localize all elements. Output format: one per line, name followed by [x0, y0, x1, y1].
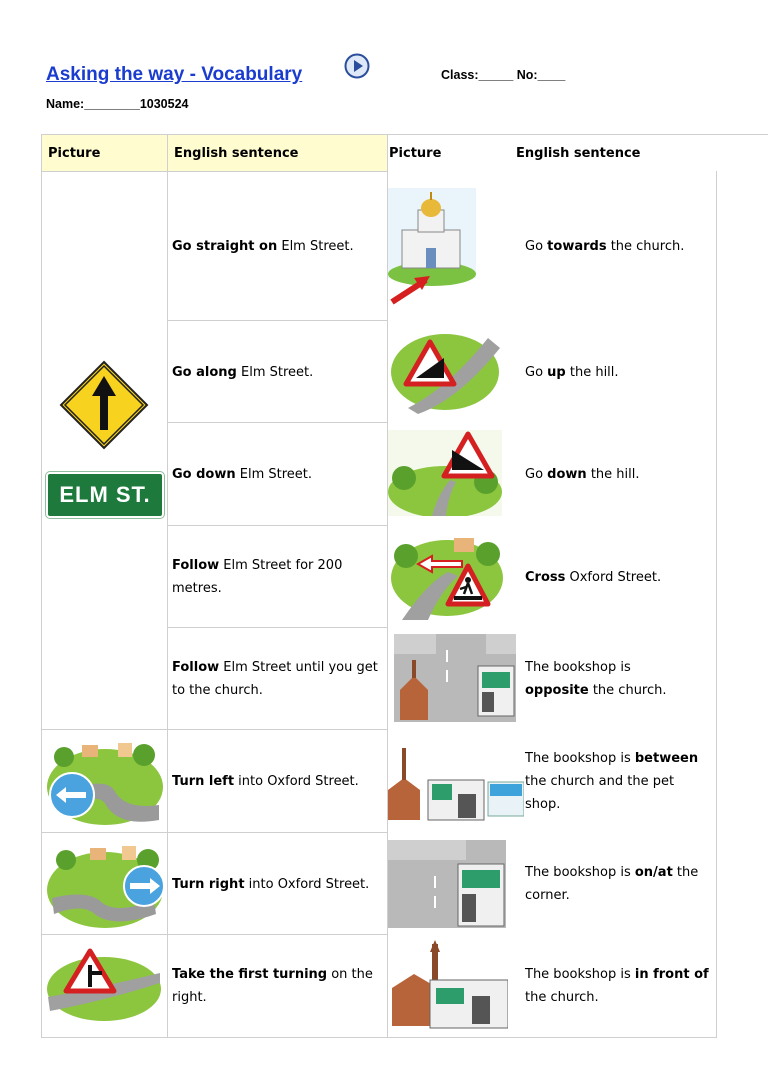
right-sentence-header: English sentence: [516, 146, 641, 161]
church-arrow-icon: [388, 188, 476, 306]
left-sentence-2: Go along Elm Street.: [172, 365, 314, 380]
left-sentence-3: Go down Elm Street.: [172, 467, 313, 482]
left-sentence-7: Turn right into Oxford Street.: [172, 877, 370, 892]
turn-right-road-icon: [44, 838, 166, 930]
right-sentence-8: The bookshop is in front of the church.: [525, 967, 709, 1005]
opposite-street-icon: [394, 634, 516, 722]
left-sentence-8: Take the first turning on the right.: [172, 967, 373, 1005]
right-sentence-6: The bookshop is between the church and the pet shop.: [525, 751, 699, 812]
right-sentence-7: The bookshop is on/at the corner.: [525, 865, 699, 903]
in-front-shop-icon: [388, 940, 508, 1030]
class-number-field: Class:_____ No:____: [441, 68, 566, 82]
right-sentence-1: Go towards the church.: [525, 239, 685, 254]
name-field: Name:________1030524: [46, 97, 189, 111]
right-sentence-5: The bookshop is opposite the church.: [525, 660, 667, 698]
turn-left-road-icon: [44, 735, 166, 827]
left-picture-header: Picture: [48, 146, 101, 161]
right-picture-header: Picture: [389, 146, 442, 161]
page-title[interactable]: Asking the way - Vocabulary: [46, 64, 303, 85]
right-sentence-3: Go down the hill.: [525, 467, 640, 482]
right-sentence-4: Cross Oxford Street.: [525, 570, 662, 585]
left-sentence-header: English sentence: [174, 146, 299, 161]
between-shops-icon: [388, 744, 524, 822]
corner-street-icon: [388, 840, 506, 928]
uphill-sign-icon: [388, 328, 502, 414]
left-sentence-6: Turn left into Oxford Street.: [172, 774, 359, 789]
first-turning-right-road-icon: [44, 945, 164, 1023]
right-sentence-2: Go up the hill.: [525, 365, 619, 380]
play-icon[interactable]: [344, 53, 370, 79]
downhill-sign-icon: [388, 430, 502, 516]
straight-ahead-sign-icon: [59, 360, 149, 450]
crossing-sign-icon: [388, 532, 506, 620]
left-sentence-5: Follow Elm Street until you get to the church.: [172, 660, 378, 698]
left-sentence-1: Go straight on Elm Street.: [172, 239, 354, 254]
left-sentence-4: Follow Elm Street for 200 metres.: [172, 558, 343, 596]
elm-street-sign: ELM ST.: [46, 472, 164, 518]
